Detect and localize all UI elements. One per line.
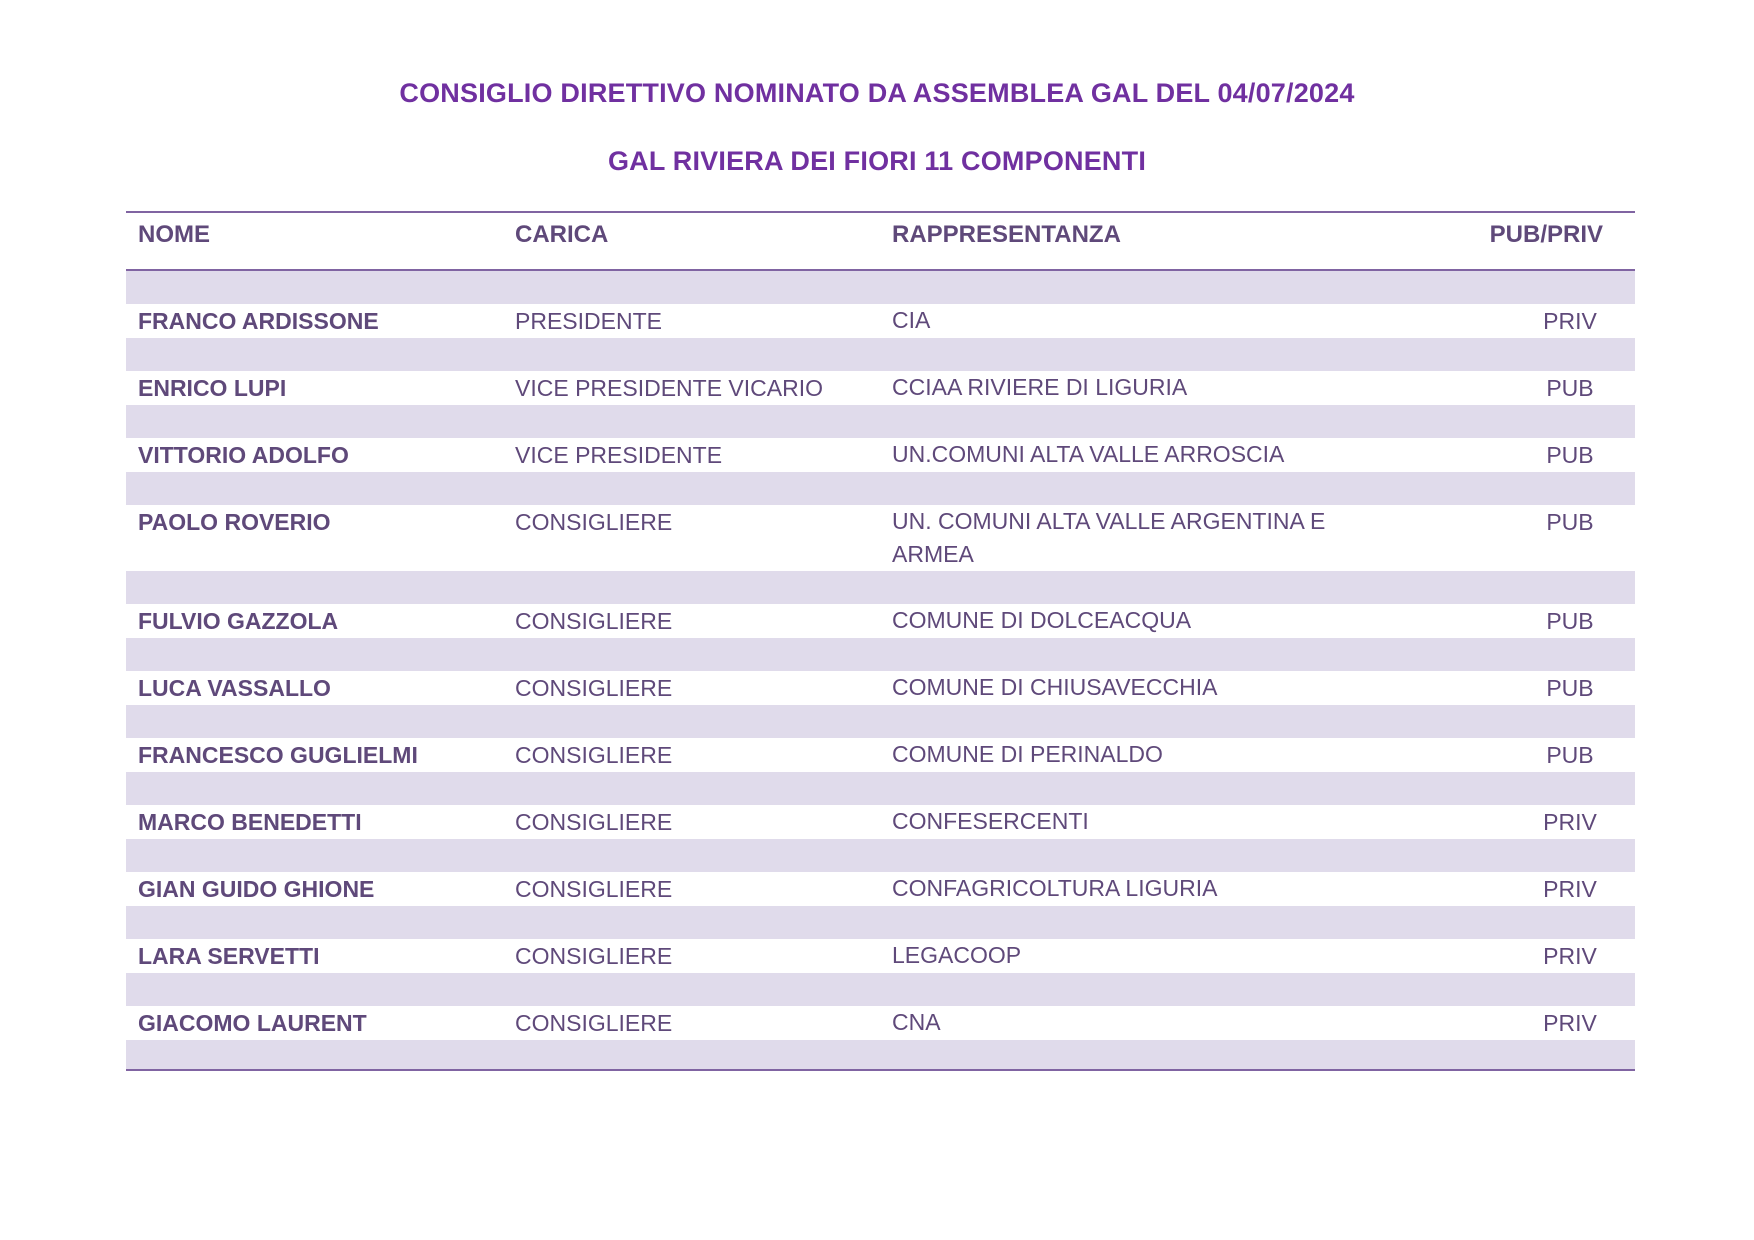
cell-rappresentanza: COMUNE DI PERINALDO: [892, 741, 1163, 767]
table-row: [126, 939, 1635, 973]
cell-carica: CONSIGLIERE: [515, 675, 673, 701]
cell-nome: FRANCESCO GUGLIELMI: [138, 742, 418, 768]
row-separator: [126, 973, 1635, 1006]
cell-pubpriv: PUB: [1546, 509, 1594, 535]
cell-nome: GIAN GUIDO GHIONE: [138, 876, 375, 902]
cell-rappresentanza: UN.COMUNI ALTA VALLE ARROSCIA: [892, 441, 1285, 467]
document-subtitle: GAL RIVIERA DEI FIORI 11 COMPONENTI: [607, 146, 1147, 176]
cell-carica: VICE PRESIDENTE VICARIO: [515, 375, 824, 401]
cell-carica: CONSIGLIERE: [515, 809, 673, 835]
row-separator: [126, 705, 1635, 738]
cell-pubpriv: PUB: [1546, 675, 1594, 701]
row-separator: [126, 1040, 1635, 1069]
cell-rappresentanza: UN. COMUNI ALTA VALLE ARGENTINA E ARMEA: [892, 508, 1326, 567]
cell-rappresentanza: CONFESERCENTI: [892, 808, 1089, 834]
table-row: [126, 1006, 1635, 1040]
cell-nome: MARCO BENEDETTI: [138, 809, 362, 835]
row-separator: [126, 839, 1635, 872]
cell-nome: VITTORIO ADOLFO: [138, 442, 349, 468]
cell-pubpriv: PRIV: [1543, 876, 1597, 902]
cell-rappresentanza: LEGACOOP: [892, 942, 1022, 968]
row-separator: [126, 338, 1635, 371]
cell-carica: CONSIGLIERE: [515, 1010, 673, 1036]
cell-nome: LARA SERVETTI: [138, 943, 320, 969]
cell-carica: CONSIGLIERE: [515, 509, 673, 535]
members-table: [126, 211, 1635, 1071]
cell-rappresentanza: CNA: [892, 1009, 941, 1035]
table-row: [126, 738, 1635, 772]
cell-nome: PAOLO ROVERIO: [138, 509, 331, 535]
cell-rappresentanza: CIA: [892, 307, 931, 333]
cell-carica: VICE PRESIDENTE: [515, 442, 723, 468]
cell-pubpriv: PUB: [1546, 608, 1594, 634]
cell-rappresentanza: CONFAGRICOLTURA LIGURIA: [892, 875, 1218, 901]
cell-pubpriv: PUB: [1546, 742, 1594, 768]
cell-carica: PRESIDENTE: [515, 308, 662, 334]
cell-nome: ENRICO LUPI: [138, 375, 287, 401]
table-row: [126, 304, 1635, 338]
table-row: [126, 671, 1635, 705]
cell-nome: GIACOMO LAURENT: [138, 1010, 367, 1036]
cell-pubpriv: PUB: [1546, 442, 1594, 468]
row-separator: [126, 571, 1635, 604]
cell-rappresentanza: COMUNE DI CHIUSAVECCHIA: [892, 674, 1218, 700]
table-row: [126, 505, 1635, 571]
cell-nome: FULVIO GAZZOLA: [138, 608, 339, 634]
cell-pubpriv: PRIV: [1543, 809, 1597, 835]
table-row: [126, 371, 1635, 405]
cell-pubpriv: PRIV: [1543, 943, 1597, 969]
header-rappresentanza: RAPPRESENTANZA: [892, 221, 1121, 248]
cell-carica: CONSIGLIERE: [515, 943, 673, 969]
row-separator: [126, 271, 1635, 304]
cell-carica: CONSIGLIERE: [515, 742, 673, 768]
cell-carica: CONSIGLIERE: [515, 608, 673, 634]
header-pubpriv: PUB/PRIV: [1489, 221, 1603, 248]
row-separator: [126, 906, 1635, 939]
cell-carica: CONSIGLIERE: [515, 876, 673, 902]
row-separator: [126, 472, 1635, 505]
row-separator: [126, 772, 1635, 805]
table-row: [126, 872, 1635, 906]
row-separator: [126, 638, 1635, 671]
cell-pubpriv: PRIV: [1543, 1010, 1597, 1036]
table-row: [126, 805, 1635, 839]
cell-rappresentanza: CCIAA RIVIERE DI LIGURIA: [892, 374, 1188, 400]
table-header: [126, 213, 1635, 271]
row-separator: [126, 405, 1635, 438]
cell-pubpriv: PUB: [1546, 375, 1594, 401]
table-row: [126, 438, 1635, 472]
cell-rappresentanza: COMUNE DI DOLCEACQUA: [892, 607, 1192, 633]
cell-pubpriv: PRIV: [1543, 308, 1597, 334]
header-nome: NOME: [138, 221, 210, 248]
header-carica: CARICA: [515, 221, 609, 248]
cell-nome: LUCA VASSALLO: [138, 675, 331, 701]
document-title: CONSIGLIO DIRETTIVO NOMINATO DA ASSEMBLEA GAL DEL 04/07/2024: [399, 78, 1355, 108]
table-row: [126, 604, 1635, 638]
cell-nome: FRANCO ARDISSONE: [138, 308, 379, 334]
